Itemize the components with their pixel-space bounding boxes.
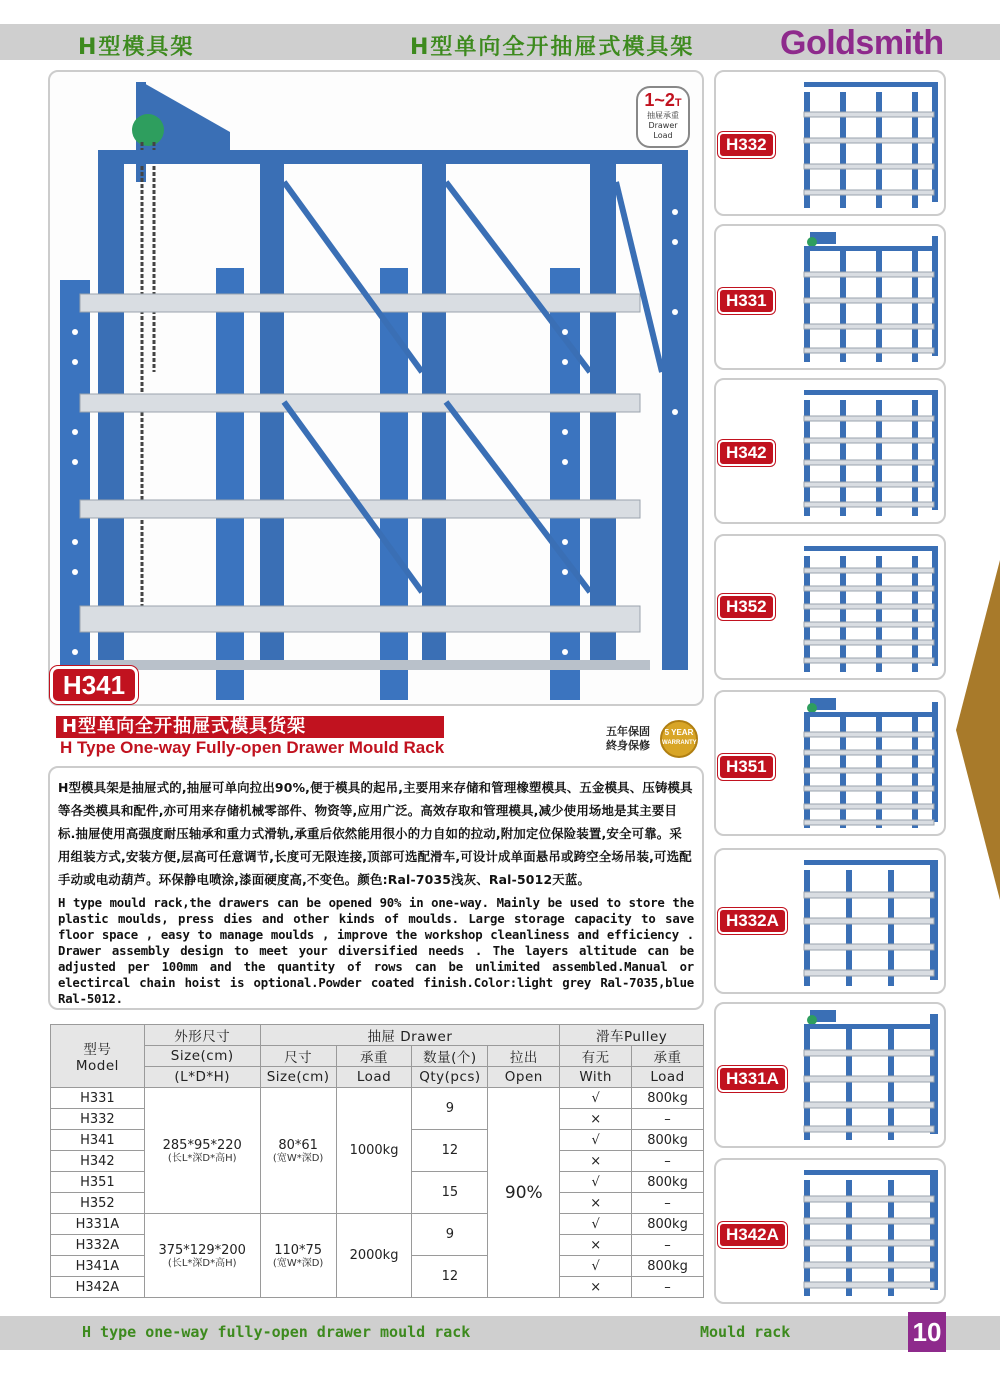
th-qty-cn: 数量(个) [412, 1046, 488, 1067]
rack-thumbnail-icon [800, 698, 944, 832]
header-category: H型模具架 [78, 35, 195, 60]
thumbnail-tag: H331 [718, 288, 775, 314]
cell-model: H331 [51, 1088, 145, 1109]
load-unit: T [674, 97, 682, 109]
th-with-en: With [560, 1067, 632, 1088]
chain-hoist [132, 114, 164, 146]
rack-thumbnail-icon [800, 232, 944, 366]
th-pulley: 滑车Pulley [560, 1025, 704, 1046]
th-pload-cn: 承重 [632, 1046, 704, 1067]
cell-model: H342 [51, 1151, 145, 1172]
load-label-cn: 抽屉承重 [647, 111, 679, 120]
main-model-tag: H341 [50, 666, 138, 704]
cell-open: 90% [488, 1088, 560, 1298]
product-title-block [56, 716, 496, 760]
thumbnail-tag: H342 [718, 440, 775, 466]
table-row [51, 1088, 704, 1109]
base-rail [90, 660, 650, 670]
cell-qty: 12 [412, 1130, 488, 1172]
dsize-note: (宽W*深D) [272, 1257, 324, 1269]
cell-model: H352 [51, 1193, 145, 1214]
warranty-seal-icon [660, 720, 698, 758]
th-dsize-en: Size(cm) [260, 1067, 336, 1088]
cell-model: H331A [51, 1214, 145, 1235]
description-box [48, 766, 704, 1010]
spec-table [50, 1024, 704, 1298]
th-size-cn: 外形尺寸 [144, 1025, 260, 1046]
th-model-cn: 型号 [83, 1042, 112, 1058]
cell-size-group2 [144, 1214, 260, 1298]
cell-size-group1 [144, 1088, 260, 1214]
thumbnail-tag: H331A [718, 1066, 787, 1092]
drawer-load-badge [636, 86, 690, 148]
cell-pload: 800kg [632, 1130, 704, 1151]
cell-pload: 800kg [632, 1256, 704, 1277]
thumbnail-tag: H332 [718, 132, 775, 158]
th-load-en: Load [336, 1067, 412, 1088]
th-open-en: Open [488, 1067, 560, 1088]
cell-with: √ [560, 1256, 632, 1277]
thumbnail-tag: H342A [718, 1222, 787, 1248]
thumbnail-tag: H332A [718, 908, 787, 934]
footer-left-text: H type one-way fully-open drawer mould rack [82, 1323, 471, 1341]
cell-with: √ [560, 1172, 632, 1193]
cell-with: × [560, 1277, 632, 1298]
th-dsize-cn: 尺寸 [260, 1046, 336, 1067]
rack-thumbnail-icon [800, 386, 944, 520]
cell-with: × [560, 1235, 632, 1256]
thumbnail-tag: H352 [718, 594, 775, 620]
warranty-line2: 終身保修 [606, 739, 650, 752]
side-decoration [956, 560, 1000, 900]
cell-pload: 800kg [632, 1172, 704, 1193]
product-title-en: H Type One-way Fully-open Drawer Mould Rack [56, 738, 444, 758]
load-value: 1~2 [644, 90, 675, 110]
cell-pload: – [632, 1235, 704, 1256]
cell-qty: 9 [412, 1088, 488, 1130]
cell-qty: 15 [412, 1172, 488, 1214]
front-uprights [60, 268, 580, 700]
cell-with: × [560, 1193, 632, 1214]
cell-model: H351 [51, 1172, 145, 1193]
warranty-seal-top: 5 YEAR [664, 728, 694, 737]
cell-pload: – [632, 1109, 704, 1130]
cell-load-group2: 2000kg [336, 1214, 412, 1298]
th-model-en: Model [75, 1058, 119, 1074]
dsize-note: (宽W*深D) [272, 1152, 324, 1164]
th-size-dim: (L*D*H) [144, 1067, 260, 1088]
size-value: 285*95*220 [162, 1137, 242, 1153]
th-open-cn: 拉出 [488, 1046, 560, 1067]
cell-with: √ [560, 1088, 632, 1109]
rack-thumbnail-icon [800, 1010, 944, 1144]
main-product-photo [48, 70, 704, 706]
size-note: (长L*深D*高H) [167, 1152, 237, 1164]
load-label-en: Drawer Load [648, 121, 678, 140]
cell-load-group1: 1000kg [336, 1088, 412, 1214]
size-value: 375*129*200 [158, 1242, 246, 1258]
cell-model: H342A [51, 1277, 145, 1298]
cell-qty: 9 [412, 1214, 488, 1256]
brand-logo: Goldsmith [780, 24, 944, 62]
cell-model: H332 [51, 1109, 145, 1130]
cell-with: × [560, 1151, 632, 1172]
th-pload-en: Load [632, 1067, 704, 1088]
th-with-cn: 有无 [560, 1046, 632, 1067]
rack-thumbnail-icon [800, 78, 944, 212]
th-model [51, 1025, 145, 1088]
warranty-seal-bottom: WARRANTY [662, 740, 697, 746]
th-load-cn: 承重 [336, 1046, 412, 1067]
dsize-value: 110*75 [274, 1242, 323, 1258]
cell-model: H332A [51, 1235, 145, 1256]
header-product-title: H型单向全开抽屉式模具架 [410, 35, 695, 60]
warranty-line1: 五年保固 [606, 725, 650, 738]
cell-with: √ [560, 1214, 632, 1235]
th-drawer: 抽屉 Drawer [260, 1025, 560, 1046]
description-en: H type mould rack,the drawers can be opened 90% in one-way. Mainly be used to store the plastic moulds, press dies and other kinds of moulds. Large storage capacity to save floor space , easy to manage moulds , improve the workshop cleanliness and efficiency . Drawer assembly design to meet your diversified needs . The layers altitude can be adjusted per 100mm and the quantity of rows can be unlimited assembled.Manual or electircal chain hoist is optional.Powder coated finish.Color:light grey Ral-7035,blue Ral-5012. [58, 896, 694, 1006]
cell-with: × [560, 1109, 632, 1130]
cell-pload: 800kg [632, 1088, 704, 1109]
rack-thumbnail-icon [800, 542, 944, 676]
th-size-en: Size(cm) [144, 1046, 260, 1067]
rack-thumbnail-icon [800, 1166, 944, 1300]
cell-pload: – [632, 1277, 704, 1298]
cell-pload: 800kg [632, 1214, 704, 1235]
cell-pload: – [632, 1193, 704, 1214]
description-cn: H型模具架是抽屉式的,抽屉可单向拉出90%,便于模具的起吊,主要用来存储和管理橡塑模具、五金模具、压铸模具等各类模具和配件,亦可用来存储机械零部件、物资等,应用广泛。高效存取和管理模具,减少使用场地是其主要目标.抽屉使用高强度耐压轴承和重力式滑轨,承重后依然能用很小的力自如的拉动,附加定位保险装置,安全可靠。采用组装方式,安装方便,层高可任意调节,长度可无限连接,顶部可选配滑车,可设计成单面悬吊或跨空全场吊装,可选配手动或电动葫芦。环保静电喷涂,漆面硬度高,不变色。颜色:Ral-7035浅灰、Ral-5012天蓝。 [58, 780, 693, 887]
size-note: (长L*深D*高H) [167, 1257, 237, 1269]
cell-dsize-group2 [260, 1214, 336, 1298]
warranty-badge [606, 722, 706, 758]
dsize-value: 80*61 [278, 1137, 318, 1153]
footer-right-text: Mould rack [700, 1323, 791, 1341]
cell-pload: – [632, 1151, 704, 1172]
cell-model: H341A [51, 1256, 145, 1277]
rack-thumbnail-icon [800, 856, 944, 990]
thumbnail-tag: H351 [718, 754, 775, 780]
table-row [51, 1214, 704, 1235]
cell-dsize-group1 [260, 1088, 336, 1214]
rack-illustration [50, 72, 704, 706]
cell-qty: 12 [412, 1256, 488, 1298]
cell-with: √ [560, 1130, 632, 1151]
product-title-cn: H型单向全开抽屉式模具货架 [56, 716, 444, 738]
th-qty-en: Qty(pcs) [412, 1067, 488, 1088]
cell-model: H341 [51, 1130, 145, 1151]
page-number: 10 [908, 1312, 946, 1352]
